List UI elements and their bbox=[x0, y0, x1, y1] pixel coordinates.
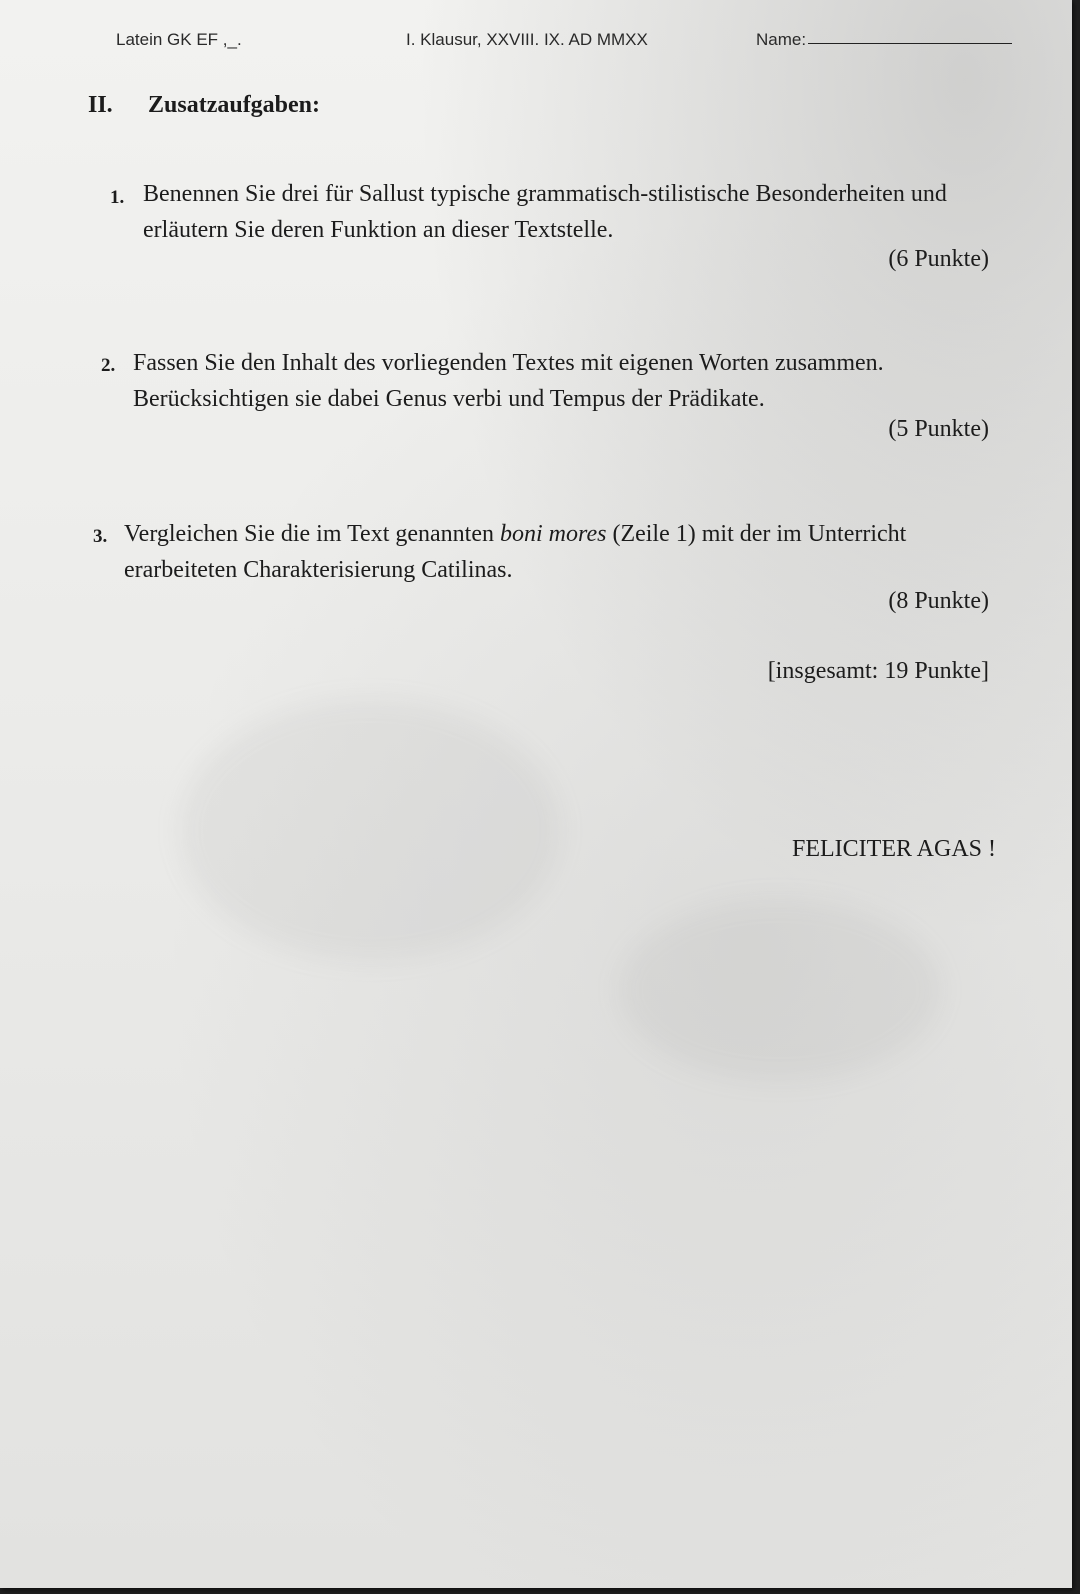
name-label: Name: bbox=[756, 30, 807, 49]
task-points: (6 Punkte) bbox=[888, 246, 989, 272]
exam-title: I. Klausur, XXVIII. IX. AD MMXX bbox=[406, 30, 648, 49]
task-number: 2. bbox=[101, 355, 116, 376]
section-heading bbox=[88, 92, 320, 119]
section-number: II. bbox=[88, 92, 113, 118]
task-text-part: (Zeile 1) mit der im Unterricht bbox=[606, 521, 907, 547]
task-points: (5 Punkte) bbox=[888, 416, 989, 442]
total-points: [insgesamt: 19 Punkte] bbox=[767, 658, 989, 684]
task-line: Fassen Sie den Inhalt des vorliegenden Textes mit eigenen Worten zusammen. bbox=[133, 350, 884, 376]
section-title: Zusatzaufgaben: bbox=[148, 92, 321, 118]
task-line bbox=[124, 516, 906, 552]
course-label: Latein GK EF ,_. bbox=[116, 30, 242, 49]
task-points: (8 Punkte) bbox=[888, 588, 989, 614]
paper-shading bbox=[180, 700, 560, 960]
task-text-part: Vergleichen Sie die im Text genannten bbox=[124, 521, 500, 547]
task-text bbox=[133, 345, 884, 417]
task-number: 1. bbox=[110, 187, 125, 208]
task-text-italic: boni mores bbox=[500, 521, 607, 547]
paper-shading bbox=[620, 900, 940, 1080]
task-line: erarbeiteten Charakterisierung Catilinas. bbox=[124, 557, 513, 583]
task-line: Berücksichtigen sie dabei Genus verbi und Tempus der Prädikate. bbox=[133, 386, 765, 412]
task-text bbox=[143, 176, 947, 248]
task-line: erläutern Sie deren Funktion an dieser Textstelle. bbox=[143, 217, 614, 243]
task-number: 3. bbox=[93, 526, 108, 547]
task-text bbox=[124, 516, 906, 588]
task-line: Benennen Sie drei für Sallust typische grammatisch-stilistische Besonderheiten und bbox=[143, 181, 947, 207]
closing-text: FELICITER AGAS ! bbox=[792, 836, 996, 862]
name-line bbox=[808, 43, 1012, 44]
